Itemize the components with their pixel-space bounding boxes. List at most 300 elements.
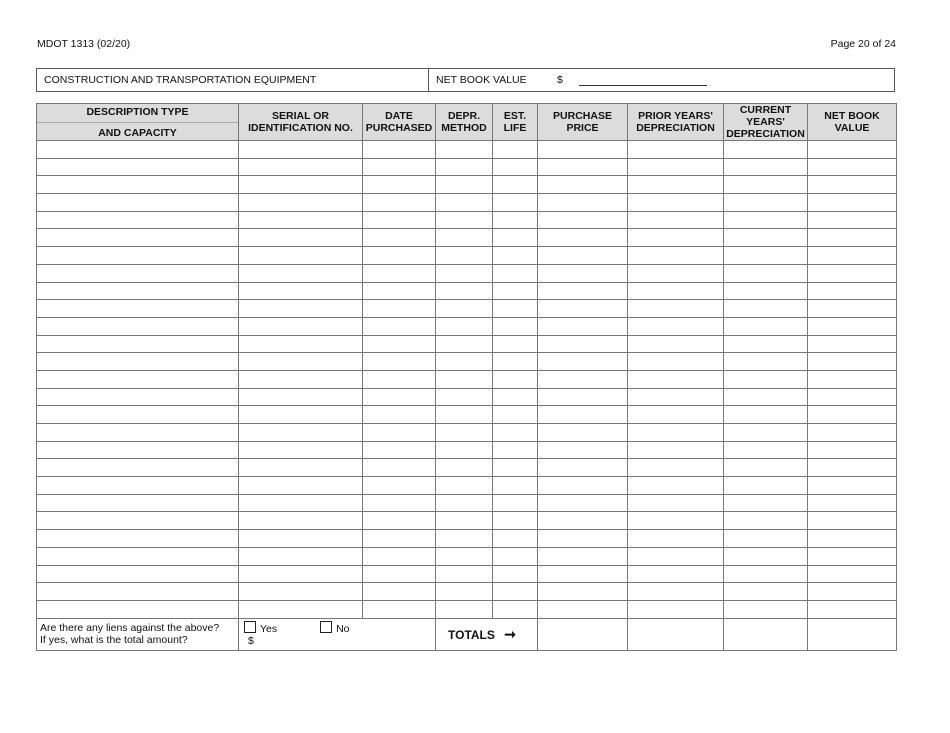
cell-current-depreciation[interactable] <box>724 247 808 265</box>
cell-depr-method[interactable] <box>436 600 493 618</box>
cell-net-book-value[interactable] <box>808 565 897 583</box>
cell-net-book-value[interactable] <box>808 353 897 371</box>
cell-serial[interactable] <box>239 141 363 159</box>
cell-est-life[interactable] <box>493 353 538 371</box>
cell-depr-method[interactable] <box>436 141 493 159</box>
liens-answer-cell <box>239 618 436 650</box>
table-row <box>37 264 897 282</box>
cell-serial[interactable] <box>239 353 363 371</box>
table-row <box>37 388 897 406</box>
cell-description[interactable] <box>37 406 239 424</box>
cell-prior-depreciation[interactable] <box>628 441 724 459</box>
cell-prior-depreciation[interactable] <box>628 264 724 282</box>
table-row <box>37 424 897 442</box>
cell-current-depreciation[interactable] <box>724 264 808 282</box>
table-row <box>37 512 897 530</box>
cell-date-purchased[interactable] <box>363 176 436 194</box>
cell-current-depreciation[interactable] <box>724 406 808 424</box>
cell-est-life[interactable] <box>493 194 538 212</box>
cell-net-book-value[interactable] <box>808 477 897 495</box>
cell-serial[interactable] <box>239 211 363 229</box>
cell-est-life[interactable] <box>493 388 538 406</box>
cell-depr-method[interactable] <box>436 370 493 388</box>
cell-date-purchased[interactable] <box>363 370 436 388</box>
cell-est-life[interactable] <box>493 247 538 265</box>
cell-current-depreciation[interactable] <box>724 583 808 601</box>
cell-depr-method[interactable] <box>436 583 493 601</box>
cell-current-depreciation[interactable] <box>724 441 808 459</box>
cell-net-book-value[interactable] <box>808 264 897 282</box>
cell-depr-method[interactable] <box>436 229 493 247</box>
cell-net-book-value[interactable] <box>808 600 897 618</box>
cell-date-purchased[interactable] <box>363 600 436 618</box>
cell-net-book-value[interactable] <box>808 158 897 176</box>
cell-est-life[interactable] <box>493 370 538 388</box>
cell-est-life[interactable] <box>493 512 538 530</box>
cell-serial[interactable] <box>239 264 363 282</box>
cell-date-purchased[interactable] <box>363 335 436 353</box>
cell-est-life[interactable] <box>493 530 538 548</box>
col-current-depreciation: CURRENT YEARS' DEPRECIATION <box>724 104 808 141</box>
cell-purchase-price[interactable] <box>538 194 628 212</box>
table-row <box>37 600 897 618</box>
cell-est-life[interactable] <box>493 459 538 477</box>
cell-description[interactable] <box>37 512 239 530</box>
cell-depr-method[interactable] <box>436 565 493 583</box>
cell-description[interactable] <box>37 441 239 459</box>
cell-depr-method[interactable] <box>436 158 493 176</box>
table-row <box>37 441 897 459</box>
cell-prior-depreciation[interactable] <box>628 158 724 176</box>
cell-depr-method[interactable] <box>436 211 493 229</box>
cell-purchase-price[interactable] <box>538 600 628 618</box>
cell-date-purchased[interactable] <box>363 406 436 424</box>
divider <box>428 69 429 91</box>
cell-date-purchased[interactable] <box>363 282 436 300</box>
cell-description[interactable] <box>37 494 239 512</box>
cell-current-depreciation[interactable] <box>724 477 808 495</box>
cell-prior-depreciation[interactable] <box>628 353 724 371</box>
cell-est-life[interactable] <box>493 317 538 335</box>
col-serial: SERIAL OR IDENTIFICATION NO. <box>239 104 363 141</box>
yes-checkbox[interactable] <box>244 623 277 635</box>
cell-est-life[interactable] <box>493 494 538 512</box>
cell-serial[interactable] <box>239 388 363 406</box>
cell-purchase-price[interactable] <box>538 583 628 601</box>
cell-serial[interactable] <box>239 158 363 176</box>
cell-est-life[interactable] <box>493 229 538 247</box>
cell-serial[interactable] <box>239 565 363 583</box>
cell-date-purchased[interactable] <box>363 247 436 265</box>
cell-est-life[interactable] <box>493 424 538 442</box>
cell-date-purchased[interactable] <box>363 194 436 212</box>
cell-depr-method[interactable] <box>436 424 493 442</box>
cell-net-book-value[interactable] <box>808 211 897 229</box>
cell-serial[interactable] <box>239 229 363 247</box>
table-row <box>37 335 897 353</box>
cell-prior-depreciation[interactable] <box>628 370 724 388</box>
total-prior-depreciation[interactable] <box>628 618 724 650</box>
cell-current-depreciation[interactable] <box>724 459 808 477</box>
cell-depr-method[interactable] <box>436 317 493 335</box>
liens-question: Are there any liens against the above? <box>40 622 220 635</box>
cell-date-purchased[interactable] <box>363 158 436 176</box>
cell-date-purchased[interactable] <box>363 547 436 565</box>
cell-est-life[interactable] <box>493 565 538 583</box>
cell-purchase-price[interactable] <box>538 441 628 459</box>
cell-date-purchased[interactable] <box>363 565 436 583</box>
cell-serial[interactable] <box>239 459 363 477</box>
cell-purchase-price[interactable] <box>538 317 628 335</box>
cell-description[interactable] <box>37 229 239 247</box>
cell-prior-depreciation[interactable] <box>628 229 724 247</box>
cell-serial[interactable] <box>239 512 363 530</box>
table-row <box>37 459 897 477</box>
no-checkbox[interactable] <box>320 623 349 635</box>
cell-current-depreciation[interactable] <box>724 424 808 442</box>
cell-date-purchased[interactable] <box>363 317 436 335</box>
cell-depr-method[interactable] <box>436 300 493 318</box>
cell-serial[interactable] <box>239 441 363 459</box>
cell-depr-method[interactable] <box>436 547 493 565</box>
table-row <box>37 494 897 512</box>
cell-description[interactable] <box>37 547 239 565</box>
cell-current-depreciation[interactable] <box>724 512 808 530</box>
cell-description[interactable] <box>37 388 239 406</box>
cell-est-life[interactable] <box>493 477 538 495</box>
cell-depr-method[interactable] <box>436 459 493 477</box>
cell-purchase-price[interactable] <box>538 459 628 477</box>
cell-depr-method[interactable] <box>436 264 493 282</box>
cell-current-depreciation[interactable] <box>724 211 808 229</box>
table-row <box>37 565 897 583</box>
cell-purchase-price[interactable] <box>538 353 628 371</box>
cell-net-book-value[interactable] <box>808 547 897 565</box>
cell-est-life[interactable] <box>493 282 538 300</box>
cell-description[interactable] <box>37 282 239 300</box>
cell-date-purchased[interactable] <box>363 441 436 459</box>
cell-prior-depreciation[interactable] <box>628 194 724 212</box>
cell-date-purchased[interactable] <box>363 211 436 229</box>
cell-prior-depreciation[interactable] <box>628 282 724 300</box>
cell-current-depreciation[interactable] <box>724 194 808 212</box>
table-row <box>37 282 897 300</box>
cell-depr-method[interactable] <box>436 530 493 548</box>
cell-date-purchased[interactable] <box>363 583 436 601</box>
cell-purchase-price[interactable] <box>538 300 628 318</box>
cell-current-depreciation[interactable] <box>724 317 808 335</box>
cell-serial[interactable] <box>239 317 363 335</box>
total-net-book-value[interactable] <box>808 618 897 650</box>
cell-serial[interactable] <box>239 424 363 442</box>
cell-depr-method[interactable] <box>436 406 493 424</box>
cell-net-book-value[interactable] <box>808 229 897 247</box>
cell-prior-depreciation[interactable] <box>628 211 724 229</box>
cell-net-book-value[interactable] <box>808 512 897 530</box>
cell-description[interactable] <box>37 247 239 265</box>
table-row <box>37 317 897 335</box>
cell-prior-depreciation[interactable] <box>628 512 724 530</box>
cell-net-book-value[interactable] <box>808 583 897 601</box>
cell-prior-depreciation[interactable] <box>628 424 724 442</box>
cell-purchase-price[interactable] <box>538 530 628 548</box>
table-row <box>37 547 897 565</box>
cell-prior-depreciation[interactable] <box>628 600 724 618</box>
cell-description[interactable] <box>37 370 239 388</box>
cell-prior-depreciation[interactable] <box>628 317 724 335</box>
cell-purchase-price[interactable] <box>538 388 628 406</box>
liens-amount-field[interactable] <box>244 635 435 647</box>
cell-depr-method[interactable] <box>436 247 493 265</box>
cell-description[interactable] <box>37 176 239 194</box>
cell-serial[interactable] <box>239 494 363 512</box>
cell-prior-depreciation[interactable] <box>628 176 724 194</box>
table-row <box>37 300 897 318</box>
cell-description[interactable] <box>37 211 239 229</box>
cell-current-depreciation[interactable] <box>724 494 808 512</box>
cell-purchase-price[interactable] <box>538 406 628 424</box>
cell-serial[interactable] <box>239 247 363 265</box>
table-row <box>37 194 897 212</box>
table-row <box>37 406 897 424</box>
cell-net-book-value[interactable] <box>808 176 897 194</box>
cell-net-book-value[interactable] <box>808 424 897 442</box>
cell-description[interactable] <box>37 158 239 176</box>
cell-date-purchased[interactable] <box>363 459 436 477</box>
cell-description[interactable] <box>37 264 239 282</box>
cell-serial[interactable] <box>239 600 363 618</box>
cell-depr-method[interactable] <box>436 494 493 512</box>
cell-est-life[interactable] <box>493 441 538 459</box>
cell-purchase-price[interactable] <box>538 264 628 282</box>
cell-description[interactable] <box>37 583 239 601</box>
cell-date-purchased[interactable] <box>363 388 436 406</box>
cell-description[interactable] <box>37 194 239 212</box>
table-row <box>37 353 897 371</box>
cell-current-depreciation[interactable] <box>724 300 808 318</box>
cell-purchase-price[interactable] <box>538 176 628 194</box>
cell-net-book-value[interactable] <box>808 247 897 265</box>
cell-purchase-price[interactable] <box>538 547 628 565</box>
cell-serial[interactable] <box>239 370 363 388</box>
table-row <box>37 141 897 159</box>
total-current-depreciation[interactable] <box>724 618 808 650</box>
table-row <box>37 229 897 247</box>
cell-current-depreciation[interactable] <box>724 388 808 406</box>
cell-prior-depreciation[interactable] <box>628 388 724 406</box>
cell-est-life[interactable] <box>493 406 538 424</box>
cell-current-depreciation[interactable] <box>724 370 808 388</box>
cell-prior-depreciation[interactable] <box>628 335 724 353</box>
cell-description[interactable] <box>37 424 239 442</box>
cell-net-book-value[interactable] <box>808 441 897 459</box>
cell-net-book-value[interactable] <box>808 388 897 406</box>
cell-serial[interactable] <box>239 530 363 548</box>
cell-est-life[interactable] <box>493 547 538 565</box>
no-label: No <box>336 623 350 636</box>
cell-current-depreciation[interactable] <box>724 565 808 583</box>
cell-date-purchased[interactable] <box>363 264 436 282</box>
cell-depr-method[interactable] <box>436 388 493 406</box>
cell-current-depreciation[interactable] <box>724 600 808 618</box>
cell-net-book-value[interactable] <box>808 494 897 512</box>
total-purchase-price[interactable] <box>538 618 628 650</box>
col-depr-method: DEPR. METHOD <box>436 104 493 141</box>
cell-depr-method[interactable] <box>436 282 493 300</box>
cell-current-depreciation[interactable] <box>724 176 808 194</box>
cell-description[interactable] <box>37 600 239 618</box>
cell-description[interactable] <box>37 530 239 548</box>
table-row <box>37 247 897 265</box>
cell-prior-depreciation[interactable] <box>628 565 724 583</box>
cell-est-life[interactable] <box>493 176 538 194</box>
cell-net-book-value[interactable] <box>808 530 897 548</box>
cell-current-depreciation[interactable] <box>724 335 808 353</box>
cell-purchase-price[interactable] <box>538 247 628 265</box>
col-purchase-price: PURCHASE PRICE <box>538 104 628 141</box>
cell-serial[interactable] <box>239 406 363 424</box>
cell-prior-depreciation[interactable] <box>628 141 724 159</box>
cell-prior-depreciation[interactable] <box>628 300 724 318</box>
header-description-type: DESCRIPTION TYPE <box>86 105 189 118</box>
currency-symbol: $ <box>557 74 563 86</box>
cell-date-purchased[interactable] <box>363 494 436 512</box>
cell-net-book-value[interactable] <box>808 459 897 477</box>
cell-est-life[interactable] <box>493 335 538 353</box>
cell-purchase-price[interactable] <box>538 370 628 388</box>
cell-serial[interactable] <box>239 194 363 212</box>
cell-date-purchased[interactable] <box>363 353 436 371</box>
cell-est-life[interactable] <box>493 300 538 318</box>
cell-current-depreciation[interactable] <box>724 229 808 247</box>
net-book-value-label: NET BOOK VALUE <box>436 74 527 86</box>
cell-depr-method[interactable] <box>436 512 493 530</box>
table-row <box>37 211 897 229</box>
cell-serial[interactable] <box>239 477 363 495</box>
col-est-life: EST. LIFE <box>493 104 538 141</box>
cell-purchase-price[interactable] <box>538 211 628 229</box>
cell-prior-depreciation[interactable] <box>628 547 724 565</box>
cell-prior-depreciation[interactable] <box>628 530 724 548</box>
cell-net-book-value[interactable] <box>808 406 897 424</box>
table-row <box>37 158 897 176</box>
cell-est-life[interactable] <box>493 583 538 601</box>
cell-net-book-value[interactable] <box>808 300 897 318</box>
cell-description[interactable] <box>37 300 239 318</box>
cell-description[interactable] <box>37 477 239 495</box>
col-date-purchased: DATE PURCHASED <box>363 104 436 141</box>
table-row <box>37 477 897 495</box>
table-row <box>37 530 897 548</box>
cell-current-depreciation[interactable] <box>724 158 808 176</box>
cell-current-depreciation[interactable] <box>724 530 808 548</box>
cell-purchase-price[interactable] <box>538 424 628 442</box>
cell-purchase-price[interactable] <box>538 282 628 300</box>
liens-amount-question: If yes, what is the total amount? <box>40 634 188 647</box>
cell-description[interactable] <box>37 141 239 159</box>
cell-depr-method[interactable] <box>436 477 493 495</box>
cell-depr-method[interactable] <box>436 194 493 212</box>
cell-net-book-value[interactable] <box>808 194 897 212</box>
cell-purchase-price[interactable] <box>538 512 628 530</box>
cell-net-book-value[interactable] <box>808 141 897 159</box>
cell-net-book-value[interactable] <box>808 317 897 335</box>
cell-prior-depreciation[interactable] <box>628 459 724 477</box>
table-row <box>37 176 897 194</box>
arrow-right-icon: ➞ <box>504 625 516 642</box>
cell-date-purchased[interactable] <box>363 229 436 247</box>
totals-row <box>37 618 897 650</box>
cell-date-purchased[interactable] <box>363 141 436 159</box>
cell-net-book-value[interactable] <box>808 335 897 353</box>
cell-prior-depreciation[interactable] <box>628 477 724 495</box>
cell-est-life[interactable] <box>493 141 538 159</box>
cell-serial[interactable] <box>239 282 363 300</box>
checkbox-icon <box>244 621 256 633</box>
cell-purchase-price[interactable] <box>538 477 628 495</box>
col-net-book-value: NET BOOK VALUE <box>808 104 897 141</box>
cell-current-depreciation[interactable] <box>724 282 808 300</box>
cell-prior-depreciation[interactable] <box>628 583 724 601</box>
cell-net-book-value[interactable] <box>808 370 897 388</box>
cell-prior-depreciation[interactable] <box>628 247 724 265</box>
cell-prior-depreciation[interactable] <box>628 494 724 512</box>
cell-est-life[interactable] <box>493 158 538 176</box>
cell-description[interactable] <box>37 353 239 371</box>
equipment-table <box>36 103 897 651</box>
cell-current-depreciation[interactable] <box>724 547 808 565</box>
cell-purchase-price[interactable] <box>538 335 628 353</box>
liens-question-cell <box>37 618 239 650</box>
cell-serial[interactable] <box>239 300 363 318</box>
cell-description[interactable] <box>37 335 239 353</box>
cell-est-life[interactable] <box>493 600 538 618</box>
cell-date-purchased[interactable] <box>363 477 436 495</box>
net-book-value-field[interactable] <box>579 71 707 86</box>
cell-serial[interactable] <box>239 583 363 601</box>
cell-current-depreciation[interactable] <box>724 353 808 371</box>
cell-purchase-price[interactable] <box>538 565 628 583</box>
cell-est-life[interactable] <box>493 211 538 229</box>
cell-purchase-price[interactable] <box>538 141 628 159</box>
cell-prior-depreciation[interactable] <box>628 406 724 424</box>
cell-serial[interactable] <box>239 176 363 194</box>
cell-current-depreciation[interactable] <box>724 141 808 159</box>
cell-description[interactable] <box>37 317 239 335</box>
totals-label-cell <box>436 618 538 650</box>
cell-date-purchased[interactable] <box>363 530 436 548</box>
cell-purchase-price[interactable] <box>538 494 628 512</box>
cell-description[interactable] <box>37 459 239 477</box>
cell-description[interactable] <box>37 565 239 583</box>
cell-date-purchased[interactable] <box>363 424 436 442</box>
cell-date-purchased[interactable] <box>363 512 436 530</box>
cell-est-life[interactable] <box>493 264 538 282</box>
cell-depr-method[interactable] <box>436 353 493 371</box>
col-description <box>37 104 239 141</box>
cell-depr-method[interactable] <box>436 441 493 459</box>
cell-date-purchased[interactable] <box>363 300 436 318</box>
cell-serial[interactable] <box>239 335 363 353</box>
col-prior-depreciation: PRIOR YEARS' DEPRECIATION <box>628 104 724 141</box>
cell-depr-method[interactable] <box>436 176 493 194</box>
cell-purchase-price[interactable] <box>538 158 628 176</box>
cell-net-book-value[interactable] <box>808 282 897 300</box>
cell-purchase-price[interactable] <box>538 229 628 247</box>
cell-serial[interactable] <box>239 547 363 565</box>
cell-depr-method[interactable] <box>436 335 493 353</box>
form-id: MDOT 1313 (02/20) <box>37 38 131 50</box>
